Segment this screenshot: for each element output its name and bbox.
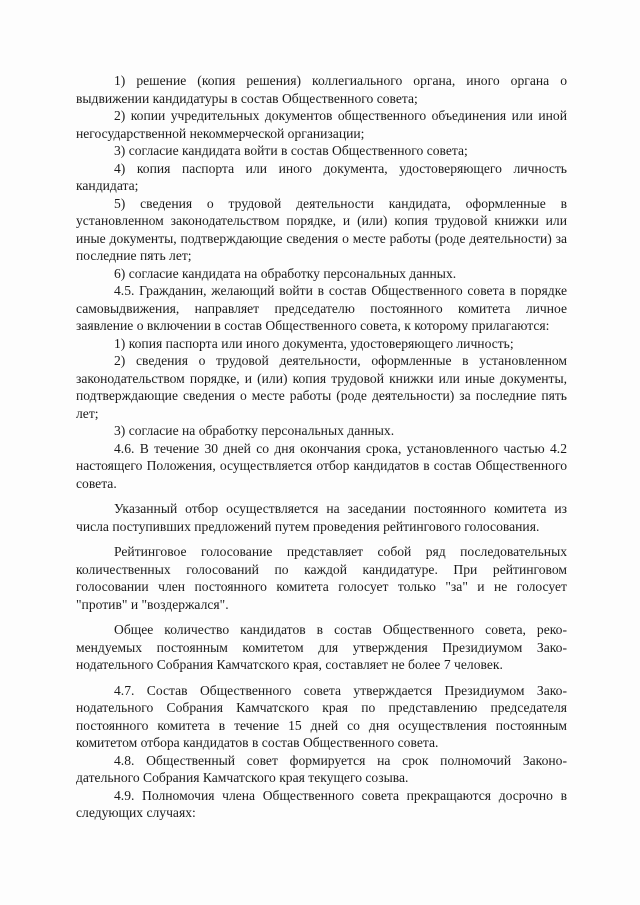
paragraph-section-4-8: 4.8. Общественный совет формируется на срок полномочий Законодательного Собрания Камчатского края текущего созыва. bbox=[76, 752, 567, 785]
paragraph-selection: Указанный отбор осуществляется на заседании постоянного комитета из числа поступивших предложений путем проведения рейтингового голосования. bbox=[76, 501, 567, 534]
paragraph-section-4-5: 4.5. Гражданин, желающий войти в состав Общественного совета в порядке самовыдвижения, направляет председателю постоянного комитета личное заявление о включении в состав Общественного совета, к которому прилагаются: bbox=[76, 283, 567, 333]
paragraph-candidate-count: Общее количество кандидатов в состав Общественного совета, рекомендуемых постоянным комитетом для утверждения Президиумом Законодательного Собрания Камчатского края, составляет не более 7 человек. bbox=[76, 622, 567, 672]
paragraph-item-4-5-2: 2) сведения о трудовой деятельности, оформленные в установленном законодательством порядке, и (или) копия трудовой книжки или иные документы, подтверждающие сведения о месте работы (роде деятельности) за последние пять лет; bbox=[76, 353, 567, 421]
paragraph-rating-vote: Рейтинговое голосование представляет собой ряд последовательных количественных голосований по каждой кандидатуре. При рейтинговом голосовании член постоянного комитета голосует только "за" и не голосует "против" и "воздержался". bbox=[76, 544, 567, 612]
paragraph-item-5: 5) сведения о трудовой деятельности кандидата, оформленные в установленном законодательством порядке, и (или) копия трудовой книжки или иные документы, подтверждающие сведения о месте работы (роде деятельности) за последние пять лет; bbox=[76, 195, 567, 263]
paragraph-item-4: 4) копия паспорта или иного документа, удостоверяющего личность кандидата; bbox=[76, 160, 567, 193]
paragraph-item-1: 1) решение (копия решения) коллегиального органа, иного органа о выдвижении кандидатуры в состав Общественного совета; bbox=[76, 73, 567, 106]
paragraph-item-3: 3) согласие кандидата войти в состав Общественного совета; bbox=[114, 143, 468, 158]
paragraph-section-4-9: 4.9. Полномочия члена Общественного совета прекращаются досрочно в следующих случаях: bbox=[76, 787, 567, 820]
document-body bbox=[76, 72, 567, 822]
paragraph-section-4-7: 4.7. Состав Общественного совета утверждается Президиумом Законодательного Собрания Камчатского края по представлению председателя постоянного комитета в течение 15 дней со дня осуществления постоянным комитетом отбора кандидатов в состав Общественного совета. bbox=[76, 682, 567, 750]
paragraph-item-6: 6) согласие кандидата на обработку персональных данных. bbox=[114, 265, 457, 281]
paragraph-item-4-5-3: 3) согласие на обработку персональных данных. bbox=[114, 423, 395, 438]
paragraph-item-4-5-1: 1) копия паспорта или иного документа, удостоверяющего личность; bbox=[114, 335, 514, 351]
paragraph-section-4-6: 4.6. В течение 30 дней со дня окончания срока, установленного частью 4.2 настоящего Положения, осуществляется отбор кандидатов в состав Общественного совета. bbox=[76, 440, 567, 491]
paragraph-item-2: 2) копии учредительных документов общественного объединения или иной негосударственной некоммерческой организации; bbox=[76, 108, 567, 141]
